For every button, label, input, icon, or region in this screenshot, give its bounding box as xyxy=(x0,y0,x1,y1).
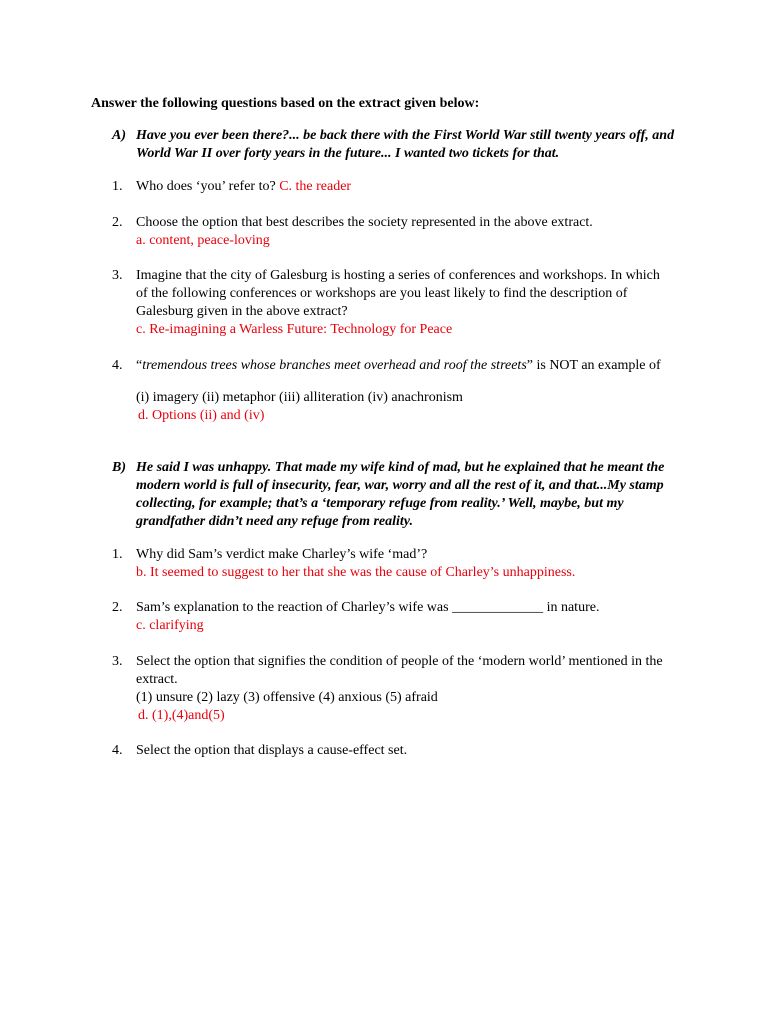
question-number: 3. xyxy=(112,654,123,669)
answer-text: a. content, peace-loving xyxy=(136,233,270,248)
question-b3 xyxy=(112,653,672,725)
question-text: Choose the option that best describes the society represented in the above extract. xyxy=(136,215,593,230)
question-text: Who does ‘you’ refer to? xyxy=(136,179,276,194)
question-rest: ” is NOT an example of xyxy=(526,358,661,373)
extract-a xyxy=(112,127,682,163)
question-text: Why did Sam’s verdict make Charley’s wife ‘mad’? xyxy=(136,547,428,562)
extract-b-text: He said I was unhappy. That made my wife kind of mad, but he explained that he meant the modern world is full of insecurity, fear, war, worry and all the rest of it, and that...My stamp collecting, for example; that’s a ‘temporary refuge from reality.’ Well, maybe, but my grandfather didn’t need any refuge from reality. xyxy=(136,460,665,529)
extract-a-text: Have you ever been there?... be back there with the First World War still twenty years off, and World War II over forty years in the future... I wanted two tickets for that. xyxy=(136,128,675,161)
options-text: (1) unsure (2) lazy (3) offensive (4) anxious (5) afraid xyxy=(136,690,438,705)
quote-open: “ xyxy=(136,358,143,373)
question-text xyxy=(136,357,672,375)
answer-text: C. the reader xyxy=(279,179,352,194)
question-a3 xyxy=(112,267,672,339)
question-number: 2. xyxy=(112,600,123,615)
question-text: Sam’s explanation to the reaction of Charley’s wife was _____________ in nature. xyxy=(136,600,600,615)
question-number: 4. xyxy=(112,743,123,758)
extract-a-marker: A) xyxy=(112,128,126,143)
question-number: 3. xyxy=(112,268,123,283)
answer-text: d. Options (ii) and (iv) xyxy=(138,408,265,423)
answer-text: c. Re-imagining a Warless Future: Technology for Peace xyxy=(136,322,453,337)
question-text: Select the option that signifies the condition of people of the ‘modern world’ mentioned in the extract. xyxy=(136,654,663,687)
question-b1 xyxy=(112,546,672,582)
answer-text: d. (1),(4)and(5) xyxy=(138,708,225,723)
options-text: (i) imagery (ii) metaphor (iii) alliteration (iv) anachronism xyxy=(136,390,463,405)
question-b4 xyxy=(112,742,672,760)
question-a1 xyxy=(112,178,672,196)
question-text: Select the option that displays a cause-effect set. xyxy=(136,743,408,758)
answer-text: c. clarifying xyxy=(136,618,204,633)
question-a2 xyxy=(112,214,672,250)
answer-text: b. It seemed to suggest to her that she was the cause of Charley’s unhappiness. xyxy=(136,565,576,580)
question-text: Imagine that the city of Galesburg is hosting a series of conferences and workshops. In which of the following conferences or workshops are you least likely to find the description of Galesburg given in the above extract? xyxy=(136,268,660,319)
question-a4 xyxy=(112,357,672,425)
extract-b xyxy=(112,459,682,531)
extract-b-marker: B) xyxy=(112,460,126,475)
question-b2 xyxy=(112,599,672,635)
question-number: 1. xyxy=(112,547,123,562)
question-number: 1. xyxy=(112,179,123,194)
question-number: 4. xyxy=(112,358,123,373)
instructions-heading: Answer the following questions based on the extract given below: xyxy=(91,96,480,111)
question-number: 2. xyxy=(112,215,123,230)
quoted-phrase: tremendous trees whose branches meet overhead and roof the streets xyxy=(142,358,527,373)
